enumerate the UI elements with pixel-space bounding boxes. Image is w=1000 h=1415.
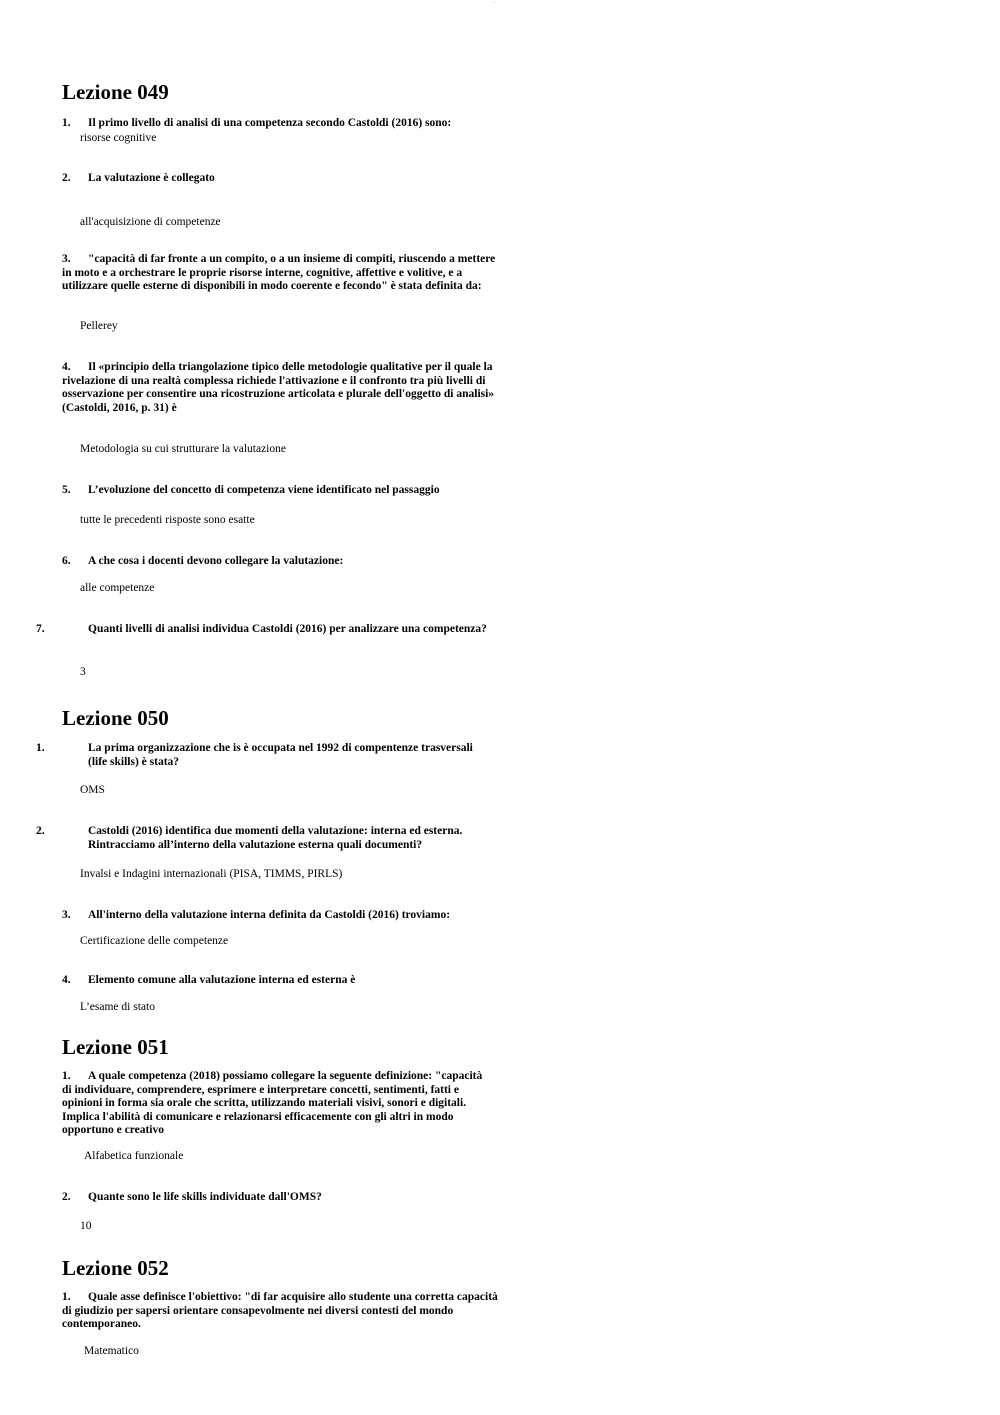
question-text: Castoldi (2016) identifica due momenti della valutazione: interna ed esterna. Rintracciamo all’interno della valutazione esterna quali documenti? <box>88 825 463 851</box>
question <box>62 484 502 498</box>
answer: Metodologia su cui strutturare la valutazione <box>80 443 286 455</box>
answer: Certificazione delle competenze <box>80 935 229 947</box>
lesson-title: Lezione 050 <box>62 706 169 730</box>
question <box>36 623 488 637</box>
question-number: 1. <box>62 117 71 129</box>
question-text: Il primo livello di analisi di una competenza secondo Castoldi (2016) sono: <box>88 117 452 129</box>
question-number: 4. <box>62 974 71 986</box>
question-number: 3. <box>62 253 71 265</box>
question-text: Il «principio della triangolazione tipico delle metodologie qualitative per il quale la rivelazione di una realtà complessa richiede l'attivazione e il confronto tra più livelli di osservazione per consentire una ricostruzione articolata e plurale dell'oggetto di analisi» (Castoldi, 2016, p. 31) è <box>62 361 495 414</box>
question-number: 1. <box>62 1291 71 1303</box>
answer: Pellerey <box>80 320 118 332</box>
question <box>62 172 507 186</box>
question-text: La prima organizzazione che is è occupata nel 1992 di compentenze trasversali (life skills) è stata? <box>88 742 473 768</box>
question-number: 1. <box>36 742 45 754</box>
question-number: 1. <box>62 1070 71 1082</box>
lesson-title: Lezione 051 <box>62 1035 169 1059</box>
question-text: Quale asse definisce l'obiettivo: "di far acquisire allo studente una corretta capacità di giudizio per sapersi orientare consapevolmente nei diversi contesti del mondo contemporaneo. <box>62 1291 498 1330</box>
answer: 10 <box>80 1220 92 1232</box>
question-number: 2. <box>36 825 45 837</box>
question <box>62 909 502 923</box>
question-number: 6. <box>62 555 71 567</box>
question <box>36 825 508 852</box>
question-text: A quale competenza (2018) possiamo collegare la seguente definizione: "capacità di individuare, comprendere, esprimere e interpretare concetti, sentimenti, fatti e opinioni in forma sia orale che scritta, utilizzando materiali visivi, sonori e digitali. Implica l'abilità di comunicare e relazionarsi efficacemente con gli altri in modo opportuno e creativo <box>62 1070 483 1136</box>
question-number: 7. <box>36 623 45 635</box>
question <box>62 361 502 415</box>
question-text: La valutazione è collegato <box>88 172 215 184</box>
answer: 3 <box>80 666 86 678</box>
answer: risorse cognitive <box>80 132 157 144</box>
question-number: 3. <box>62 909 71 921</box>
answer: Invalsi e Indagini internazionali (PISA, TIMMS, PIRLS) <box>80 868 343 880</box>
question <box>62 1291 504 1332</box>
question-text: Quanti livelli di analisi individua Castoldi (2016) per analizzare una competenza? <box>88 623 487 635</box>
question-text: A che cosa i docenti devono collegare la valutazione: <box>88 555 344 567</box>
question-number: 2. <box>62 1191 71 1203</box>
question-number: 4. <box>62 361 71 373</box>
question <box>62 555 507 569</box>
lesson-title: Lezione 052 <box>62 1256 169 1280</box>
question-text: All'interno della valutazione interna definita da Castoldi (2016) troviamo: <box>88 909 451 921</box>
question-text: "capacità di far fronte a un compito, o a un insieme di compiti, riuscendo a mettere in moto e a orchestrare le proprie risorse interne, cognitive, affettive e volitive, e a utilizzare quelle esterne di disponibili in modo coerente e fecondo" è stata definita da: <box>62 253 496 292</box>
question-text: Quante sono le life skills individuate dall'OMS? <box>88 1191 322 1203</box>
question-number: 5. <box>62 484 71 496</box>
answer: all'acquisizione di competenze <box>80 216 221 228</box>
question <box>36 742 488 769</box>
page-header-mark: ____ <box>491 0 497 3</box>
question-number: 2. <box>62 172 71 184</box>
question <box>62 1191 507 1205</box>
question <box>62 1070 490 1138</box>
answer: alle competenze <box>80 582 155 594</box>
answer: tutte le precedenti risposte sono esatte <box>80 514 255 526</box>
question-text: Elemento comune alla valutazione interna ed esterna è <box>88 974 356 986</box>
answer: Alfabetica funzionale <box>84 1150 184 1162</box>
question <box>62 974 507 988</box>
question <box>62 253 502 294</box>
lesson-title: Lezione 049 <box>62 80 169 104</box>
answer: OMS <box>80 784 105 796</box>
answer: Matematico <box>84 1345 139 1357</box>
question-text: L’evoluzione del concetto di competenza viene identificato nel passaggio <box>88 484 440 496</box>
question <box>62 117 507 131</box>
answer: L’esame di stato <box>80 1001 155 1013</box>
